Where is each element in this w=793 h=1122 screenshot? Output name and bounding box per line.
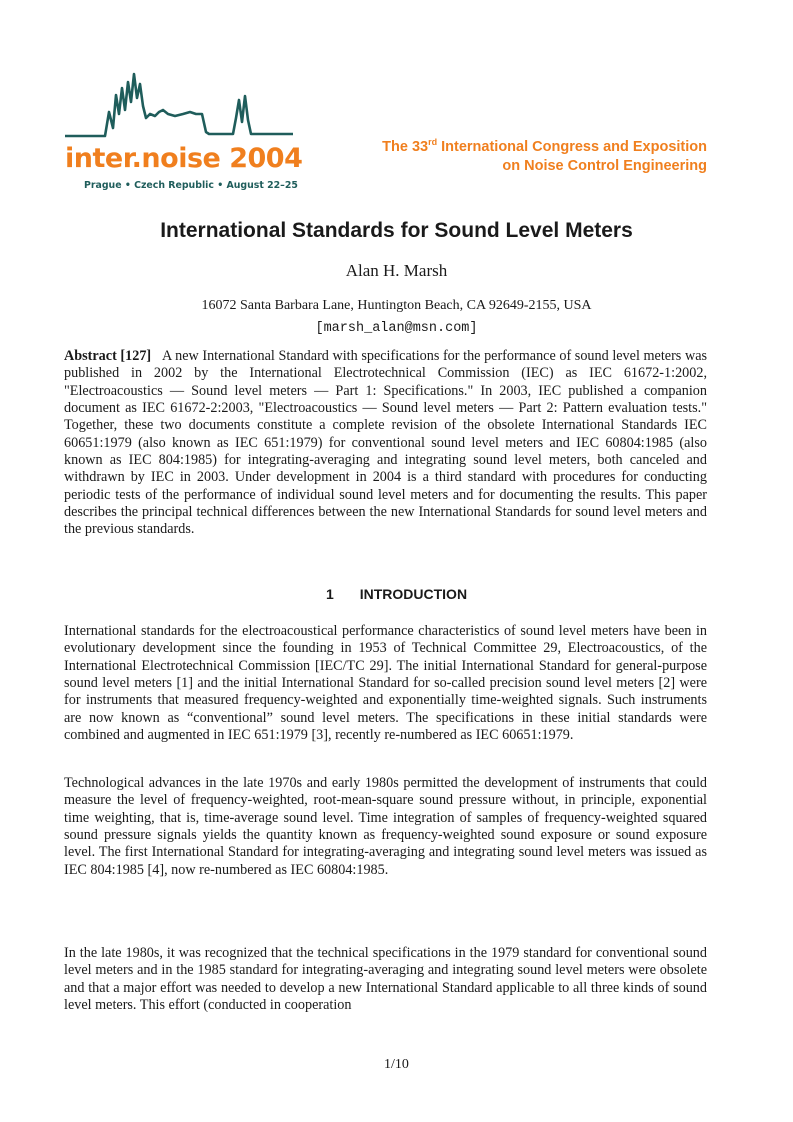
section-heading (0, 586, 793, 602)
body-paragraph: In the late 1980s, it was recognized that the technical specifications in the 1979 standard for conventional sound level meters and in the 1985 standard for integrating-averaging and integrating sound level meters were obsolete and that a major effort was needed to develop a new International Standard applicable to all three kinds of sound level meters. This effort (conducted in cooperation (64, 945, 707, 1014)
congress-line1-post: International Congress and Exposition (437, 139, 707, 155)
section-title: INTRODUCTION (359, 586, 468, 602)
paper-title: International Standards for Sound Level Meters (160, 219, 633, 242)
logo-tagline: Prague • Czech Republic • August 22–25 (84, 180, 298, 191)
section-number: 1 (325, 586, 334, 602)
congress-ordinal-suffix: rd (428, 137, 438, 147)
body-paragraph: Technological advances in the late 1970s and early 1980s permitted the development of instruments that could measure the level of frequency-weighted, root-mean-square sound pressure without, in principle, exponential time weighting, that is, time-average sound level. Time integration of samples of frequency-weighted squared sound pressure signals yields the quantity known as frequency-weighted sound exposure or sound exposure level. The first International Standard for integrating-averaging and integrating sound level meters was issued as IEC 804:1985 [4], now re-numbered as IEC 60804:1985. (64, 775, 707, 878)
body-paragraph: International standards for the electroacoustical performance characteristics of sound level meters have been in evolutionary development since the founding in 1953 of Technical Committee 29, Electroacoustics, of the International Electrotechnical Commission [IEC/TC 29]. The initial International Standard for general-purpose sound level meters [1] and the initial International Standard for so-called precision sound level meters [2] were for instruments that measured frequency-weighted and exponentially time-weighted signals. Such instruments are now known as “conventional” sound level meters. The specifications in these initial standards were combined and augmented in IEC 651:1979 [3], recently re-numbered as IEC 60651:1979. (64, 623, 707, 744)
logo-wordmark: inter.noise 2004 (65, 143, 303, 174)
abstract-label: Abstract [127] (64, 348, 152, 364)
author-name: Alan H. Marsh (345, 261, 448, 280)
inter-noise-logo (63, 70, 303, 195)
congress-line2: on Noise Control Engineering (502, 158, 707, 174)
author-address: 16072 Santa Barbara Lane, Huntington Beach, CA 92649-2155, USA (201, 298, 592, 313)
abstract-paragraph (64, 348, 707, 539)
author-email: [marsh_alan@msn.com] (315, 321, 478, 336)
congress-heading (382, 138, 707, 176)
abstract-text: A new International Standard with specifications for the performance of sound level meters was published in 2002 by the International Electrotechnical Commission (IEC) as IEC 61672-1:2002, "Electroacoustics — Sound level meters — Part 1: Specifications." In 2003, IEC published a companion document as IEC 61672-2:2003, "Electroacoustics — Sound level meters — Part 2: Pattern evaluation tests." Together, these two documents constitute a complete revision of the obsolete International Standards IEC 60651:1979 (also known as IEC 651:1979) for conventional sound level meters and IEC 60804:1985 (also known as IEC 804:1985) for integrating-averaging and integrating sound level meters, both canceled and withdrawn by IEC in 2003. Under development in 2004 is a third standard with procedures for conducting periodic tests of the performance of individual sound level meters and for documenting the results. This paper describes the principal technical differences between the new International Standards for sound level meters and the previous standards. (64, 348, 708, 538)
prague-skyline-icon (63, 70, 295, 150)
page-number: 1/10 (384, 1057, 409, 1072)
congress-line1-pre: The 33 (382, 139, 429, 155)
